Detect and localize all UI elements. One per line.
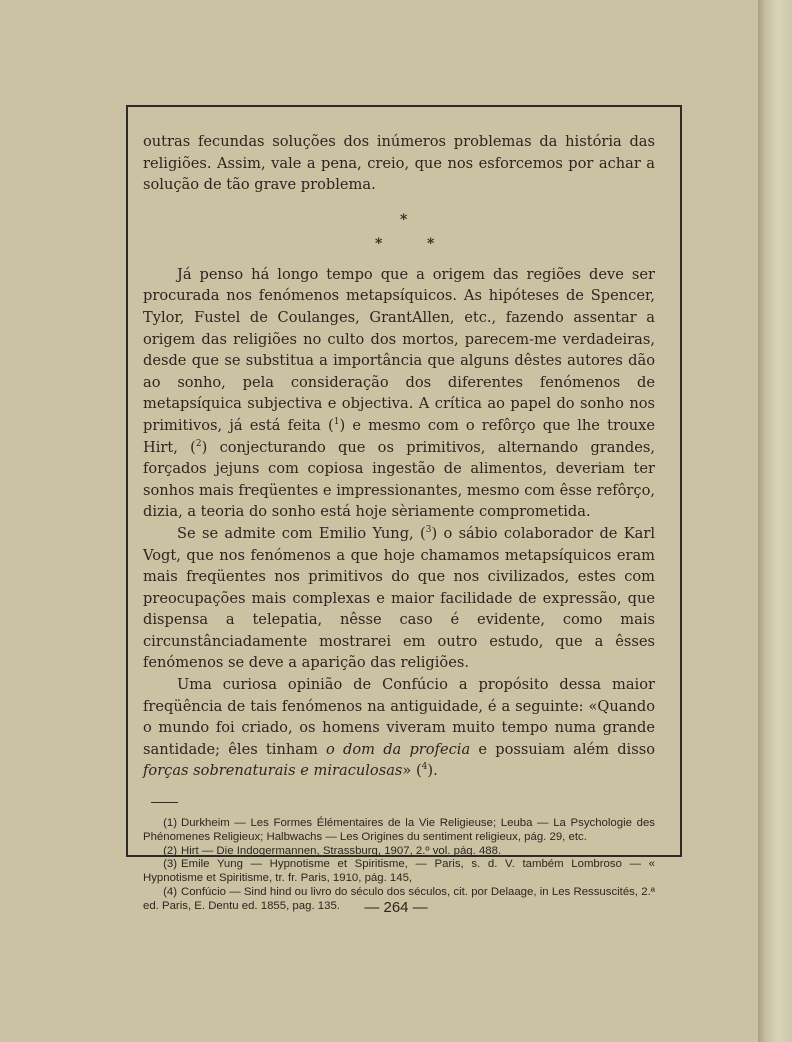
paragraph-origin-religions: Já penso há longo tempo que a origem das regiões deve ser procurada nos fenómenos metapsíquicos. As hipóteses de Spencer, Tylor, Fustel de Coulanges, GrantAllen, etc., fazendo assentar a origem das religiões no culto dos mortos, parecem-me verdadeiras, desde que se substitua a importância que alguns dêstes autores dão ao sonho, pela consideração dos diferentes fenómenos de metapsíquica subjectiva e objectiva. A crítica ao papel do sonho nos primitivos, já está feita ($^1$) e mesmo com o refôrço que lhe trouxe Hirt, ($^2$) conjecturando que os primitivos, alternando grandes, forçados jejuns com copiosa ingestão de alimentos, deveriam ter sonhos mais freqüentes e impressionantes, mesmo com êsse refôrço, dizia, a teoria do sonho está hoje sèriamente comprometida. <box>143 265 656 521</box>
star-top: * <box>400 211 408 228</box>
footnote-ref-2[interactable]: 2 <box>195 438 202 449</box>
footnote-ref-1[interactable]: 1 <box>333 417 340 428</box>
page-content <box>143 131 655 914</box>
star-right: * <box>427 235 435 252</box>
paragraph-confucius: Uma curiosa opinião de Confúcio a propósito dessa maior freqüência de tais fenómenos na antiguidade, é a seguinte: «Quando o mundo foi criado, os homens viveram muito tempo numa grande santidade; êles tinham o dom da profecia e possuiam além disso forças sobrenaturais e miraculosas» ($^4$). <box>143 676 655 780</box>
intro-paragraph: outras fecundas soluções dos inúmeros problemas da história das religiões. Assim, vale a pena, creio, que nos esforcemos por achar a solução de tão grave problema. <box>143 133 655 194</box>
star-left: * <box>375 235 383 252</box>
footnote-ref-4[interactable]: 4 <box>421 762 428 773</box>
section-divider-stars <box>143 196 655 264</box>
footnote-ref-3[interactable]: 3 <box>425 525 432 536</box>
paragraph-yung: Se se admite com Emilio Yung, ($^3$) o sábio colaborador de Karl Vogt, que nos fenómenos a que hoje chamamos metapsíquicos eram mais freqüentes nos primitivos do que nos civilizados, estes com preocupações mais complexas e maior facilidade de expressão, que dispensa a telepatia, nêsse caso é evidente, como mais circunstânciadamente mostrarei em outro estudo, que a êsses fenómenos se deve a aparição das religiões. <box>143 524 656 672</box>
footnote-1: (1) Durkheim — Les Formes Élémentaires de la Vie Religieuse; Leuba — La Psychologie des Phénomenes Religieux; Halbwachs — Les Origines du sentiment religieux, pág. 29, etc. <box>143 817 655 843</box>
footnote-separator <box>151 802 178 803</box>
next-page-edge <box>758 0 792 1042</box>
page-number: — 264 — <box>364 899 428 916</box>
footnote-3: (3) Emile Yung — Hypnotisme et Spiritisme, — Paris, s. d. V. também Lombroso — « Hypnotisme et Spiritisme, tr. fr. Paris, 1910, pág. 145, <box>143 858 655 885</box>
footnote-4: (4) Confúcio — Sind hind ou livro do século dos séculos, cit. por Delaage, in Les Ressuscités, 2.ª ed. Paris, E. Dentu ed. 1855, pag. 135. <box>143 886 655 912</box>
footnote-2: (2) Hirt — Die Indogermannen, Strassburg, 1907, 2.º vol. pág. 488. <box>163 844 502 857</box>
